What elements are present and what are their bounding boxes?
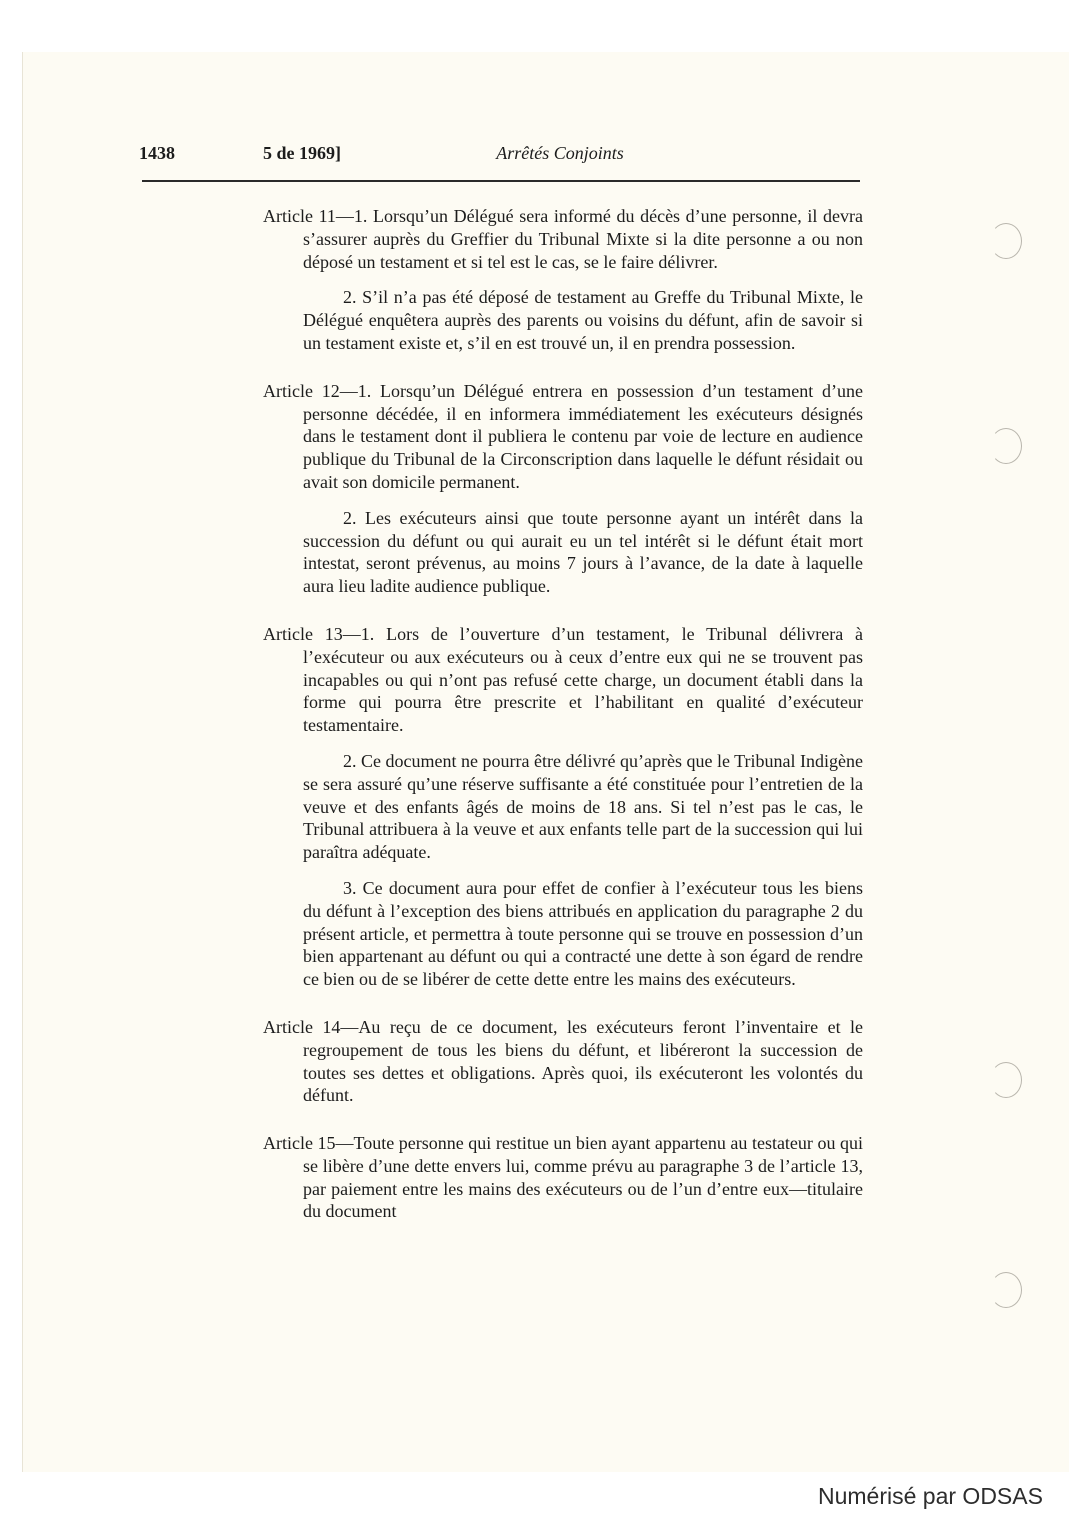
document-body	[263, 205, 863, 1248]
punch-hole-icon	[990, 428, 1022, 464]
article-paragraph: Article 12—1. Lorsqu’un Délégué entrera en possession d’un testament d’une personne décédée, il en informera immédiatement les exécuteurs désignés dans le testament dont il publiera le contenu par voie de lecture en audience publique du Tribunal de la Circonscription dans laquelle le défunt résidait ou avait son domicile permanent.	[263, 380, 863, 492]
article-14	[263, 1016, 863, 1107]
article-paragraph: 3. Ce document aura pour effet de confier à l’exécuteur tous les biens du défunt à l’exception des biens attribués en application du paragraphe 2 du présent article, et permettra à toute personne qui se trouve en possession d’un bien appartenant au défunt ou qui a contracté une dette à son égard de rendre ce bien ou de se libérer de cette dette entre les mains des exécuteurs.	[303, 877, 863, 990]
article-paragraph: Article 14—Au reçu de ce document, les exécuteurs feront l’inventaire et le regroupement de tous les biens du défunt, et libéreront la succession de toutes ses dettes et obligations. Après quoi, ils exécuteront les volontés du défunt.	[263, 1016, 863, 1106]
article-11	[263, 205, 863, 355]
punch-hole-icon	[990, 1272, 1022, 1308]
article-13	[263, 623, 863, 991]
article-12	[263, 380, 863, 598]
article-paragraph: Article 13—1. Lors de l’ouverture d’un testament, le Tribunal délivrera à l’exécuteur ou aux exécuteurs ou à ceux d’entre eux qui ne se trouvent pas incapables ou qui n’ont pas refusé cette charge, un document établi dans la forme qui pourra être prescrite et l’habilitant en qualité d’exécuteur testamentaire.	[263, 623, 863, 736]
article-paragraph: Article 15—Toute personne qui restitue un bien ayant appartenu au testateur ou qui se libère d’une dette envers lui, comme prévu au paragraphe 3 de l’article 13, par paiement entre les mains des exécuteurs ou de l’un d’entre eux—titulaire du document	[263, 1133, 863, 1222]
article-paragraph: 2. Ce document ne pourra être délivré qu’après que le Tribunal Indigène se sera assuré qu’une réserve suffisante a été constituée pour l’entretien de la veuve et des enfants âgés de moins de 18 ans. Si tel n’est pas le cas, le Tribunal attribuera à la veuve et aux enfants telle part de la succession qui lui paraîtra adéquate.	[303, 750, 863, 863]
page-number: 1438	[139, 143, 175, 163]
punch-hole-icon	[990, 223, 1022, 259]
digitization-credit: Numérisé par ODSAS	[818, 1483, 1043, 1509]
article-paragraph: 2. S’il n’a pas été déposé de testament au Greffe du Tribunal Mixte, le Délégué enquêtera auprès des parents ou voisins du défunt, afin de savoir si un testament existe et, s’il en est trouvé un, il en prendra possession.	[303, 287, 863, 353]
article-paragraph: Article 11—1. Lorsqu’un Délégué sera informé du décès d’une personne, il devra s’assurer auprès du Greffier du Tribunal Mixte si la dite personne a ou non déposé un testament et si tel est le cas, se le faire délivrer.	[263, 206, 863, 272]
header-rule	[142, 180, 860, 182]
article-paragraph: 2. Les exécuteurs ainsi que toute personne ayant un intérêt dans la succession du défunt ou qui aurait eu un tel intérêt si le défunt était mort intestat, seront prévenus, au moins 7 jours à l’avance, de la date à laquelle aura lieu ladite audience publique.	[303, 507, 863, 597]
article-15	[263, 1132, 863, 1223]
punch-hole-icon	[990, 1062, 1022, 1098]
running-title: Arrêtés Conjoints	[496, 143, 624, 163]
running-year: 5 de 1969]	[263, 143, 341, 163]
